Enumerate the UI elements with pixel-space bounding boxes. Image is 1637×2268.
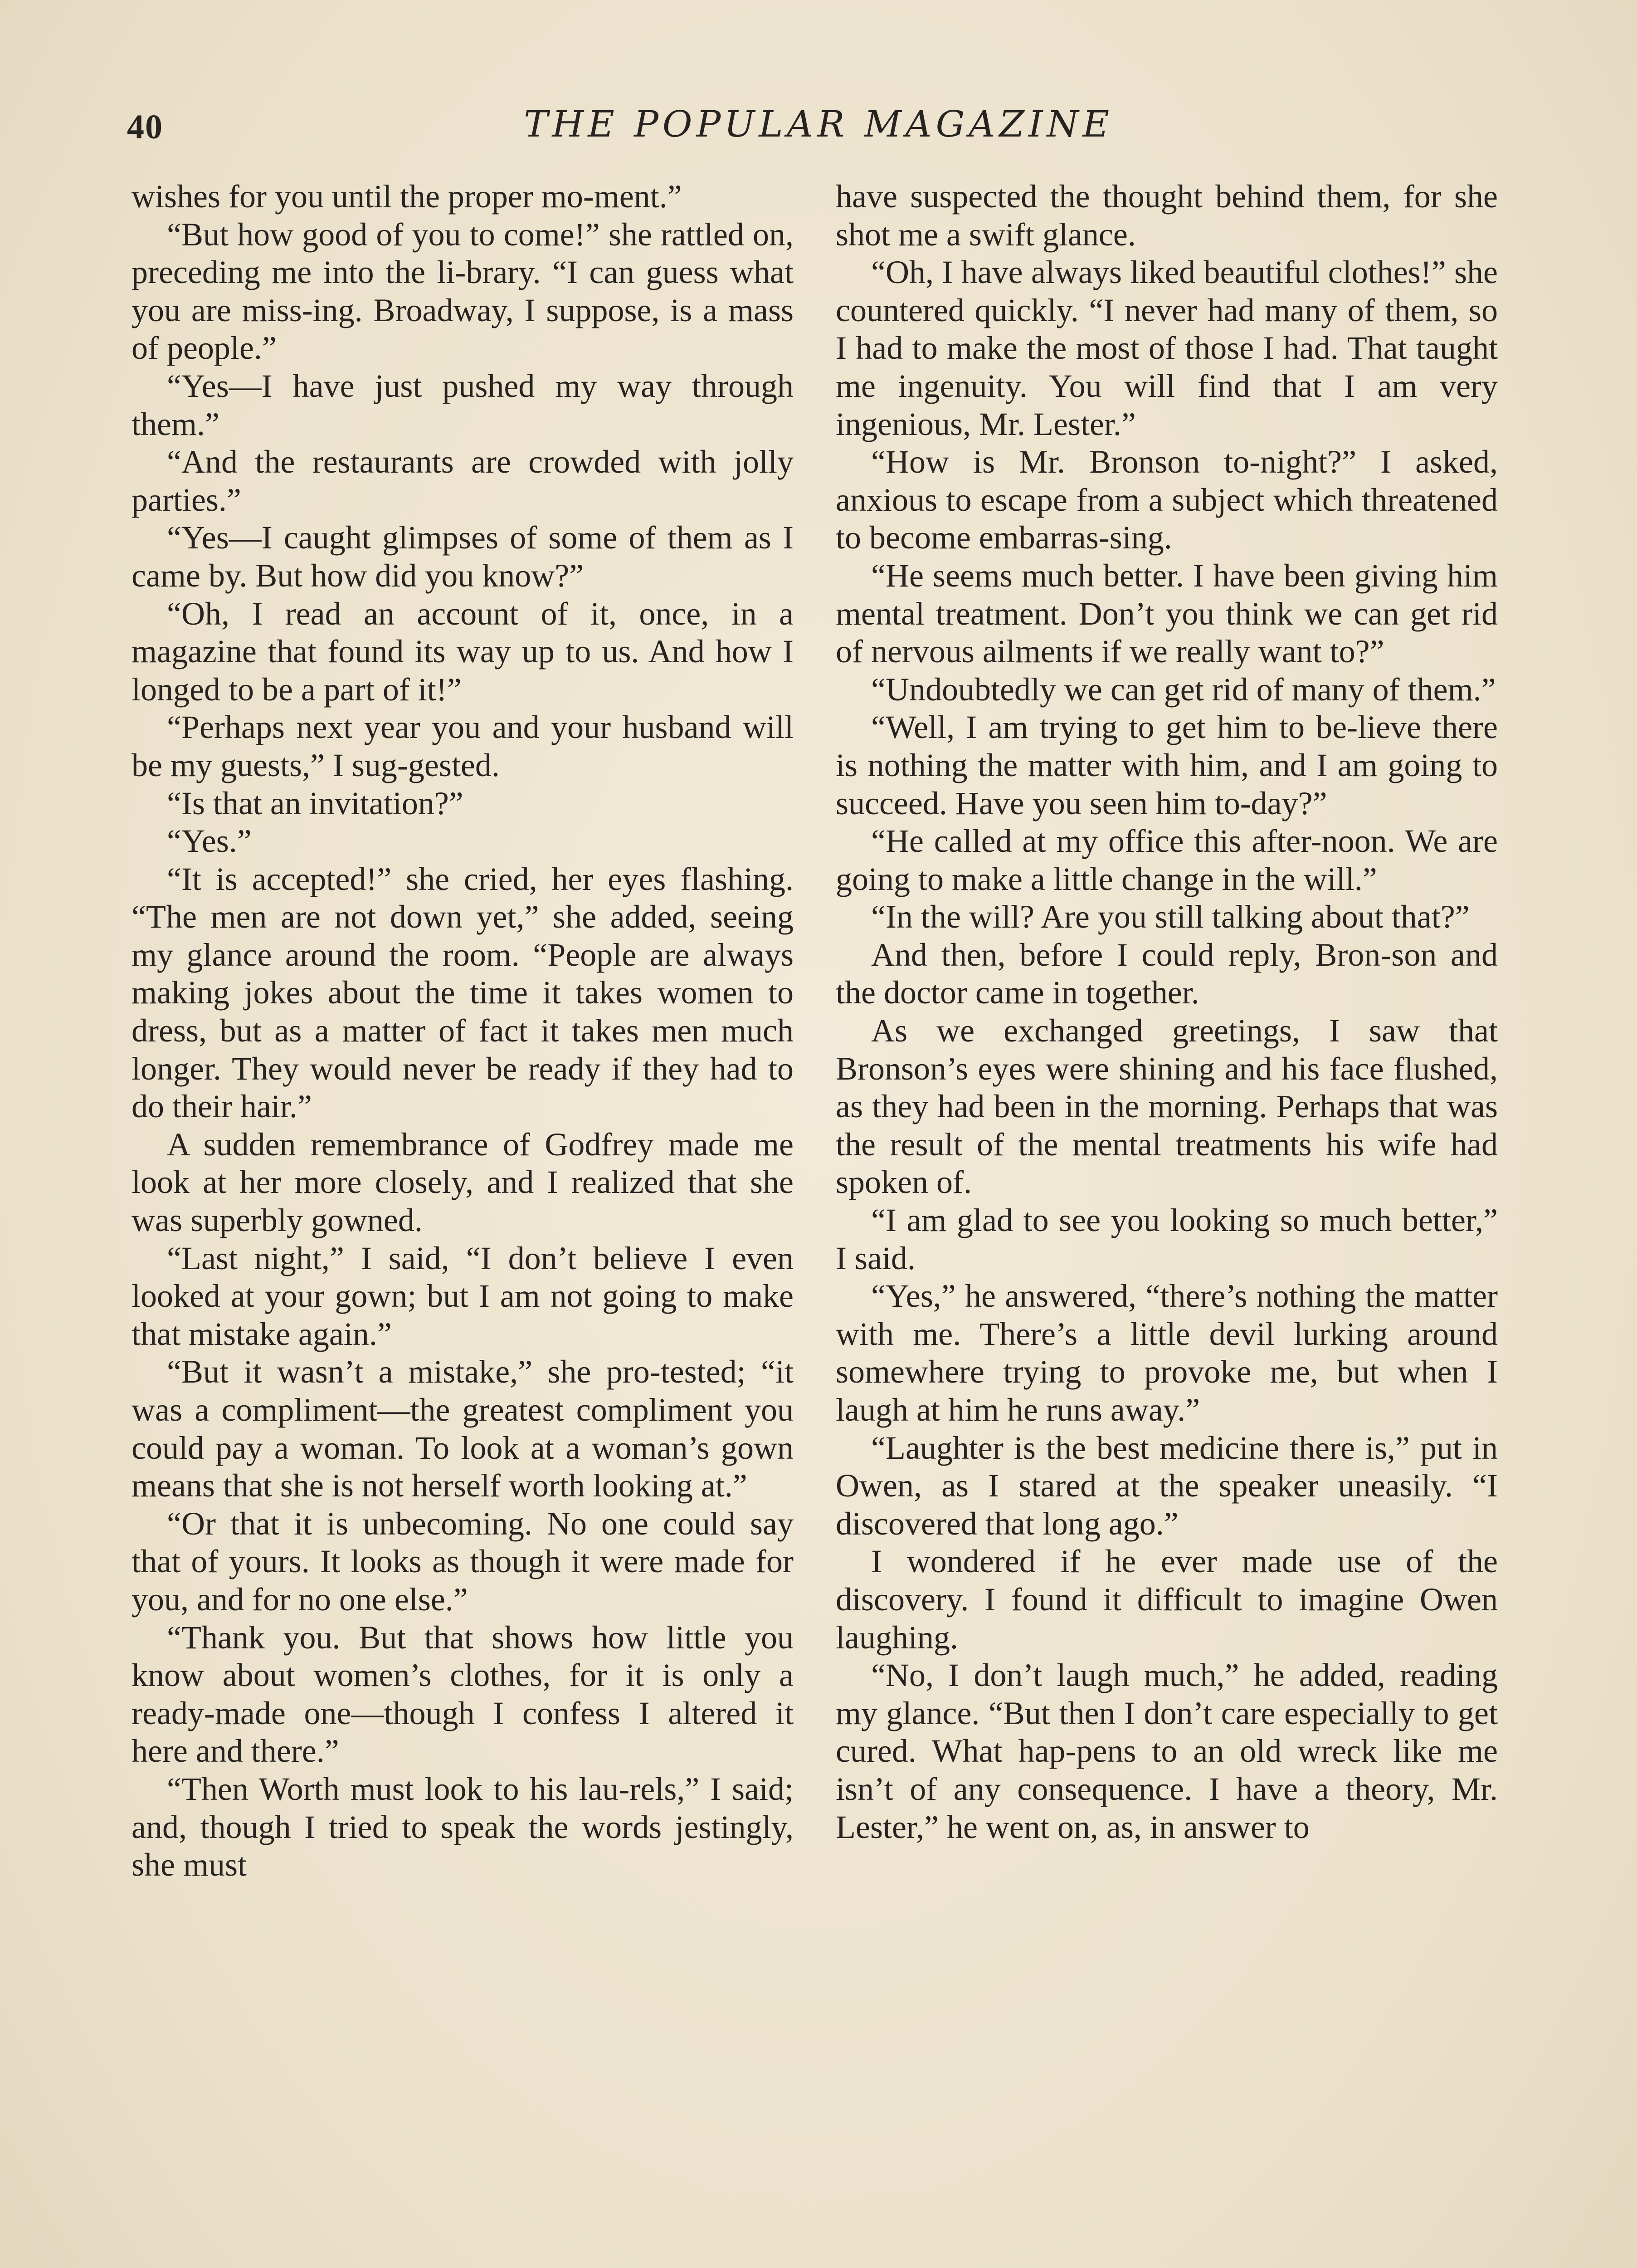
paragraph: “Laughter is the best medicine there is,” put in Owen, as I stared at the speaker uneasily. “I discovered that long ago.” — [836, 1429, 1498, 1542]
paragraph: “How is Mr. Bronson to-night?” I asked, anxious to escape from a subject which threatened to become embarras-sing. — [836, 444, 1498, 556]
paragraph: “But it wasn’t a mistake,” she pro-tested; “it was a compliment—the greatest compliment you could pay a woman. To look at a woman’s gown means that she is not herself worth looking at.” — [132, 1354, 794, 1504]
paragraph: “He seems much better. I have been giving him mental treatment. Don’t you think we can get rid of nervous ailments if we really want to?” — [836, 557, 1498, 670]
paragraph: “Undoubtedly we can get rid of many of them.” — [871, 671, 1496, 708]
paragraph: “Perhaps next year you and your husband will be my guests,” I sug-gested. — [132, 709, 794, 783]
paragraph: have suspected the thought behind them, for she shot me a swift glance. — [836, 178, 1498, 253]
paragraph: I wondered if he ever made use of the discovery. I found it difficult to imagine Owen laughing. — [836, 1543, 1498, 1656]
paragraph: “Then Worth must look to his lau-rels,” I said; and, though I tried to speak the words jestingly, she must — [132, 1770, 794, 1883]
magazine-title: THE POPULAR MAGAZINE — [524, 103, 1113, 145]
paragraph: “I am glad to see you looking so much better,” I said. — [836, 1202, 1498, 1276]
paragraph: “Yes.” — [167, 823, 252, 860]
paragraph: “No, I don’t laugh much,” he added, reading my glance. “But then I don’t care especially to get cured. What hap-pens to an old wreck like me isn’t of any consequence. I have a theory, Mr. Lester,” he went on, as, in answer to — [836, 1657, 1498, 1845]
paragraph: A sudden remembrance of Godfrey made me look at her more closely, and I realized that she was superbly gowned. — [132, 1126, 794, 1239]
paragraph: “Well, I am trying to get him to be-lieve there is nothing the matter with him, and I am going to succeed. Have you seen him to-day?” — [836, 709, 1498, 821]
right-text-column — [836, 178, 1498, 1846]
left-text-column — [132, 178, 794, 1884]
paragraph: “He called at my office this after-noon. We are going to make a little change in the will.” — [836, 823, 1498, 897]
paragraph: “But how good of you to come!” she rattled on, preceding me into the li-brary. “I can guess what you are miss-ing. Broadway, I suppose, is a mass of people.” — [132, 216, 794, 367]
paragraph: “Or that it is unbecoming. No one could say that of yours. It looks as though it were made for you, and for no one else.” — [132, 1505, 794, 1618]
paragraph: “Last night,” I said, “I don’t believe I even looked at your gown; but I am not going to make that mistake again.” — [132, 1240, 794, 1352]
paragraph: “Oh, I read an account of it, once, in a magazine that found its way up to us. And how I longed to be a part of it!” — [132, 595, 794, 708]
paragraph: As we exchanged greetings, I saw that Bronson’s eyes were shining and his face flushed, as they had been in the morning. Perhaps that was the result of the mental treatments his wife had spoken of. — [836, 1012, 1498, 1201]
paragraph: “Oh, I have always liked beautiful clothes!” she countered quickly. “I never had many of them, so I had to make the most of those I had. That taught me ingenuity. You will find that I am very ingenious, Mr. Lester.” — [836, 254, 1498, 442]
page-header — [127, 98, 1510, 152]
paragraph: “In the will? Are you still talking about that?” — [871, 899, 1470, 935]
paragraph: “Yes—I caught glimpses of some of them as I came by. But how did you know?” — [132, 519, 794, 594]
paragraph: wishes for you until the proper mo-ment.” — [132, 178, 682, 215]
paragraph: And then, before I could reply, Bron-son and the doctor came in together. — [836, 936, 1498, 1011]
paragraph: “Is that an invitation?” — [167, 785, 463, 821]
paragraph: “It is accepted!” she cried, her eyes flashing. “The men are not down yet,” she added, seeing my glance around the room. “People are always making jokes about the time it takes women to dress, but as a matter of fact it takes men much longer. They would never be ready if they had to do their hair.” — [132, 860, 794, 1125]
paragraph: “Yes,” he answered, “there’s nothing the matter with me. There’s a little devil lurking around somewhere trying to provoke me, but when I laugh at him he runs away.” — [836, 1278, 1498, 1428]
page-number: 40 — [127, 108, 163, 146]
paragraph: “And the restaurants are crowded with jolly parties.” — [132, 444, 794, 518]
paragraph: “Thank you. But that shows how little you know about women’s clothes, for it is only a ready-made one—though I confess I altered it here and there.” — [132, 1619, 794, 1769]
paragraph: “Yes—I have just pushed my way through them.” — [132, 367, 794, 442]
